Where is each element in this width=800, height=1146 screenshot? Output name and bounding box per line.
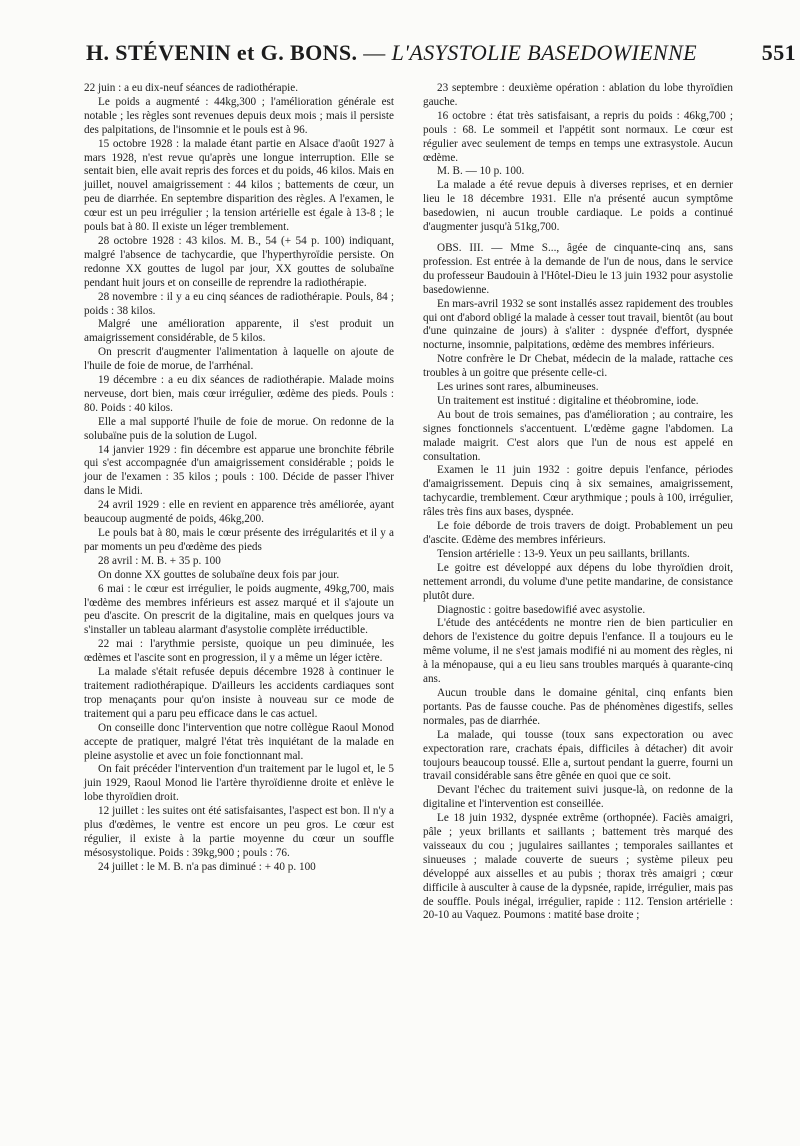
- paragraph: On fait précéder l'intervention d'un traitement par le lugol et, le 5 juin 1929, Raoul Monod lie l'artère thyroïdienne droite et enlève le lobe thyroïdien droit.: [84, 763, 394, 804]
- paragraph: Malgré une amélioration apparente, il s'est produit un amaigrissement considérable, de 5 kilos.: [84, 318, 394, 345]
- paragraph: 23 septembre : deuxième opération : ablation du lobe thyroïdien gauche.: [423, 82, 733, 108]
- paragraph: On prescrit d'augmenter l'alimentation à laquelle on ajoute de l'huile de foie de morue, de l'arrhénal.: [84, 346, 394, 373]
- paragraph: Au bout de trois semaines, pas d'amélioration ; au contraire, les signes fonctionnels s'accentuent. L'œdème gagne l'abdomen. La malade maigrit. C'est alors que l'un de nous est appelé en consultation.: [423, 408, 733, 463]
- paragraph: 24 avril 1929 : elle en revient en apparence très améliorée, ayant beaucoup augmenté de poids, 46kg,200.: [84, 499, 394, 526]
- paragraph: Devant l'échec du traitement suivi jusque-là, on redonne de la digitaline et l'intervention est conseillée.: [423, 784, 733, 811]
- paragraph: L'étude des antécédents ne montre rien de bien particulier en dehors de l'existence du goitre depuis l'enfance. Il a toujours eu le même volume, il ne s'est jamais modifié ni au moment des règles, ni à la ménopause, qui a eu lieu sans troubles marqués à quarante-cinq ans.: [423, 617, 733, 686]
- paragraph: 24 juillet : le M. B. n'a pas diminué : + 40 p. 100: [98, 860, 316, 873]
- header-authors: H. STÉVENIN et G. BONS.: [86, 40, 358, 65]
- paragraph: Examen le 11 juin 1932 : goitre depuis l'enfance, périodes d'amaigrissement. Depuis cinq à six semaines, amaigrissement, tachycardie, tremblement. Cœur arythmique ; pouls à 100, irrégulier, râles très fins aux bases, dyspnée.: [423, 464, 733, 519]
- header-title: L'ASYSTOLIE BASEDOWIENNE: [391, 40, 698, 65]
- paragraph: Le 18 juin 1932, dyspnée extrême (orthopnée). Faciès amaigri, pâle ; yeux brillants et saillants ; battement très marqué des vaisseaux du cou ; jugulaires saillantes ; temporales saillantes et sinueuses ; malade couverte de sueurs ; système pileux peu développé aux aisselles et au pubis ; thorax très amaigri ; cœur difficile à ausculter à cause de la dypsnée, rapide, irrégulier, mais pas de souffle. Pouls inégal, irrégulier, rapide : 112. Tension artérielle : 20-10 au Vaquez. Poumons : matité base droite ;: [423, 812, 733, 922]
- paragraph: 28 novembre : il y a eu cinq séances de radiothérapie. Pouls, 84 ; poids : 38 kilos.: [84, 290, 394, 317]
- paragraph: 14 janvier 1929 : fin décembre est apparue une bronchite fébrile qui s'est accompagnée d'un amaigrissement considérable ; poids le jour de l'examen : 35 kilos ; pouls : 100. Décide de passer l'hiver dans le Midi.: [84, 443, 394, 498]
- paragraph: Elle a mal supporté l'huile de foie de morue. On redonne de la solubaïne puis de la solution de Lugol.: [84, 415, 394, 442]
- paragraph: Le poids a augmenté : 44kg,300 ; l'amélioration générale est notable ; les règles sont revenues depuis deux mois ; mais il persiste des palpitations, de l'insomnie et le pouls est à 96.: [84, 95, 394, 136]
- paragraph: Les urines sont rares, albumineuses.: [437, 381, 599, 394]
- paragraph: 6 mai : le cœur est irrégulier, le poids augmente, 49kg,700, mais l'œdème des membres inférieurs est assez marqué et il s'ajoute un peu d'ascite. On prescrit de la digitaline, mais en quelques jours va s'installer un tableau alarmant d'asystolie complète irréductible.: [84, 582, 394, 637]
- paragraph: En mars-avril 1932 se sont installés assez rapidement des troubles qui ont d'abord obligé la malade à cesser tout travail, bientôt (au bout d'une quinzaine de jours) à s'aliter : dyspnée d'effort, dyspnée nocturne, insomnie, palpitations, œdème des membres inférieurs.: [423, 297, 733, 352]
- paragraph: OBS. III. — Mme S..., âgée de cinquante-cinq ans, sans profession. Est entrée à la demande de l'un de nous, dans le service du professeur Baudouin à l'Hôtel-Dieu le 13 juin 1932 pour asystolie basedowienne.: [423, 241, 733, 296]
- paragraph: On conseille donc l'intervention que notre collègue Raoul Monod accepte de pratiquer, malgré l'état très inquiétant de la malade en pleine asystolie et avec un foie fonctionnant mal.: [84, 721, 394, 762]
- right-column: [423, 82, 733, 923]
- left-column: [84, 82, 394, 875]
- paragraph: 28 avril : M. B. + 35 p. 100: [98, 554, 221, 567]
- running-header: [86, 40, 796, 80]
- paragraph: Le foie déborde de trois travers de doigt. Probablement un peu d'ascite. Œdème des membres inférieurs.: [423, 520, 733, 546]
- paragraph: Notre confrère le Dr Chebat, médecin de la malade, rattache ces troubles à un goitre que présente celle-ci.: [423, 353, 733, 380]
- paragraph: 19 décembre : a eu dix séances de radiothérapie. Malade moins nerveuse, dort bien, mais cœur irrégulier, œdème des pieds. Pouls : 80. Poids : 40 kilos.: [84, 374, 394, 414]
- paragraph: 22 juin : a eu dix-neuf séances de radiothérapie.: [84, 82, 299, 94]
- paragraph: Le goitre est développé aux dépens du lobe thyroïdien droit, nettement arrondi, du volume d'une petite mandarine, de consistance plutôt dure.: [423, 561, 733, 602]
- paragraph: 15 octobre 1928 : la malade étant partie en Alsace d'août 1927 à mars 1928, n'est revue qu'après une longue interruption. Elle se sentait bien, elle avait repris des forces et du poids, 46 kilos. Mais en juillet, nouvel amaigrissement : 44 kilos ; battements de cœur, un peu de diarrhée. En septembre disparition des règles. A l'examen, le cœur est un peu irrégulier ; la tension artérielle est égale à 13-8 ; le pouls bat à 80. Il existe un léger tremblement.: [84, 137, 394, 234]
- page-number: 551: [761, 40, 796, 65]
- paragraph: 28 octobre 1928 : 43 kilos. M. B., 54 (+ 54 p. 100) indiquant, malgré l'absence de tachycardie, que l'hyperthyroïdie persiste. On redonne XX gouttes de lugol par jour, XX gouttes de solubaïne pendant huit jours et on conseille de reprendre la radiothérapie.: [84, 234, 394, 289]
- paragraph: 12 juillet : les suites ont été satisfaisantes, l'aspect est bon. Il n'y a plus d'œdèmes, le ventre est encore un peu gros. Le cœur est régulier, il existe à la partie moyenne du cœur un souffle mésosystolique. Poids : 39kg,900 ; pouls : 76.: [84, 805, 394, 859]
- paragraph: La malade a été revue depuis à diverses reprises, et en dernier lieu le 18 décembre 1931. Elle n'a présenté aucun symptôme basedowien, ni aucun trouble cardiaque. Le poids a continué d'augmenter jusqu'à 51kg,700.: [423, 179, 733, 234]
- paragraph: M. B. — 10 p. 100.: [437, 165, 525, 178]
- paragraph: La malade, qui tousse (toux sans expectoration ou avec expectoration rare, crachats épais, difficiles à détacher) dit avoir toujours beaucoup toussé. Elle a, surtout pendant la guerre, fourni un travail considérable sans être gênée en quoi que ce soit.: [423, 728, 733, 783]
- paragraph: Aucun trouble dans le domaine génital, cinq enfants bien portants. Pas de fausse couche. Pas de phénomènes digestifs, selles normales, pas de diarrhée.: [423, 686, 733, 727]
- header-dash: —: [357, 40, 392, 65]
- paragraph: Diagnostic : goitre basedowifié avec asystolie.: [437, 603, 646, 616]
- paragraph: On donne XX gouttes de solubaïne deux fois par jour.: [98, 568, 340, 581]
- paragraph: Un traitement est institué : digitaline et théobromine, iode.: [437, 394, 699, 407]
- paragraph: 22 mai : l'arythmie persiste, quoique un peu diminuée, les œdèmes et l'ascite sont en progression, il y a même un léger ictère.: [84, 638, 394, 665]
- paragraph: 16 octobre : état très satisfaisant, a repris du poids : 46kg,700 ; pouls : 68. Le sommeil et l'appétit sont normaux. Le cœur est régulier avec seulement de temps en temps une extrasystole. Aucun œdème.: [423, 109, 733, 164]
- paragraph: Le pouls bat à 80, mais le cœur présente des irrégularités et il y a par moments un peu d'œdème des pieds: [84, 527, 394, 553]
- paragraph: Tension artérielle : 13-9. Yeux un peu saillants, brillants.: [437, 547, 690, 560]
- paragraph: La malade s'était refusée depuis décembre 1928 à continuer le traitement radiothérapique. D'ailleurs les accidents cardiaques sont trop menaçants pour qu'on insiste à nouveau sur ce mode de traitement qui a paru peu efficace dans le cas actuel.: [84, 666, 394, 720]
